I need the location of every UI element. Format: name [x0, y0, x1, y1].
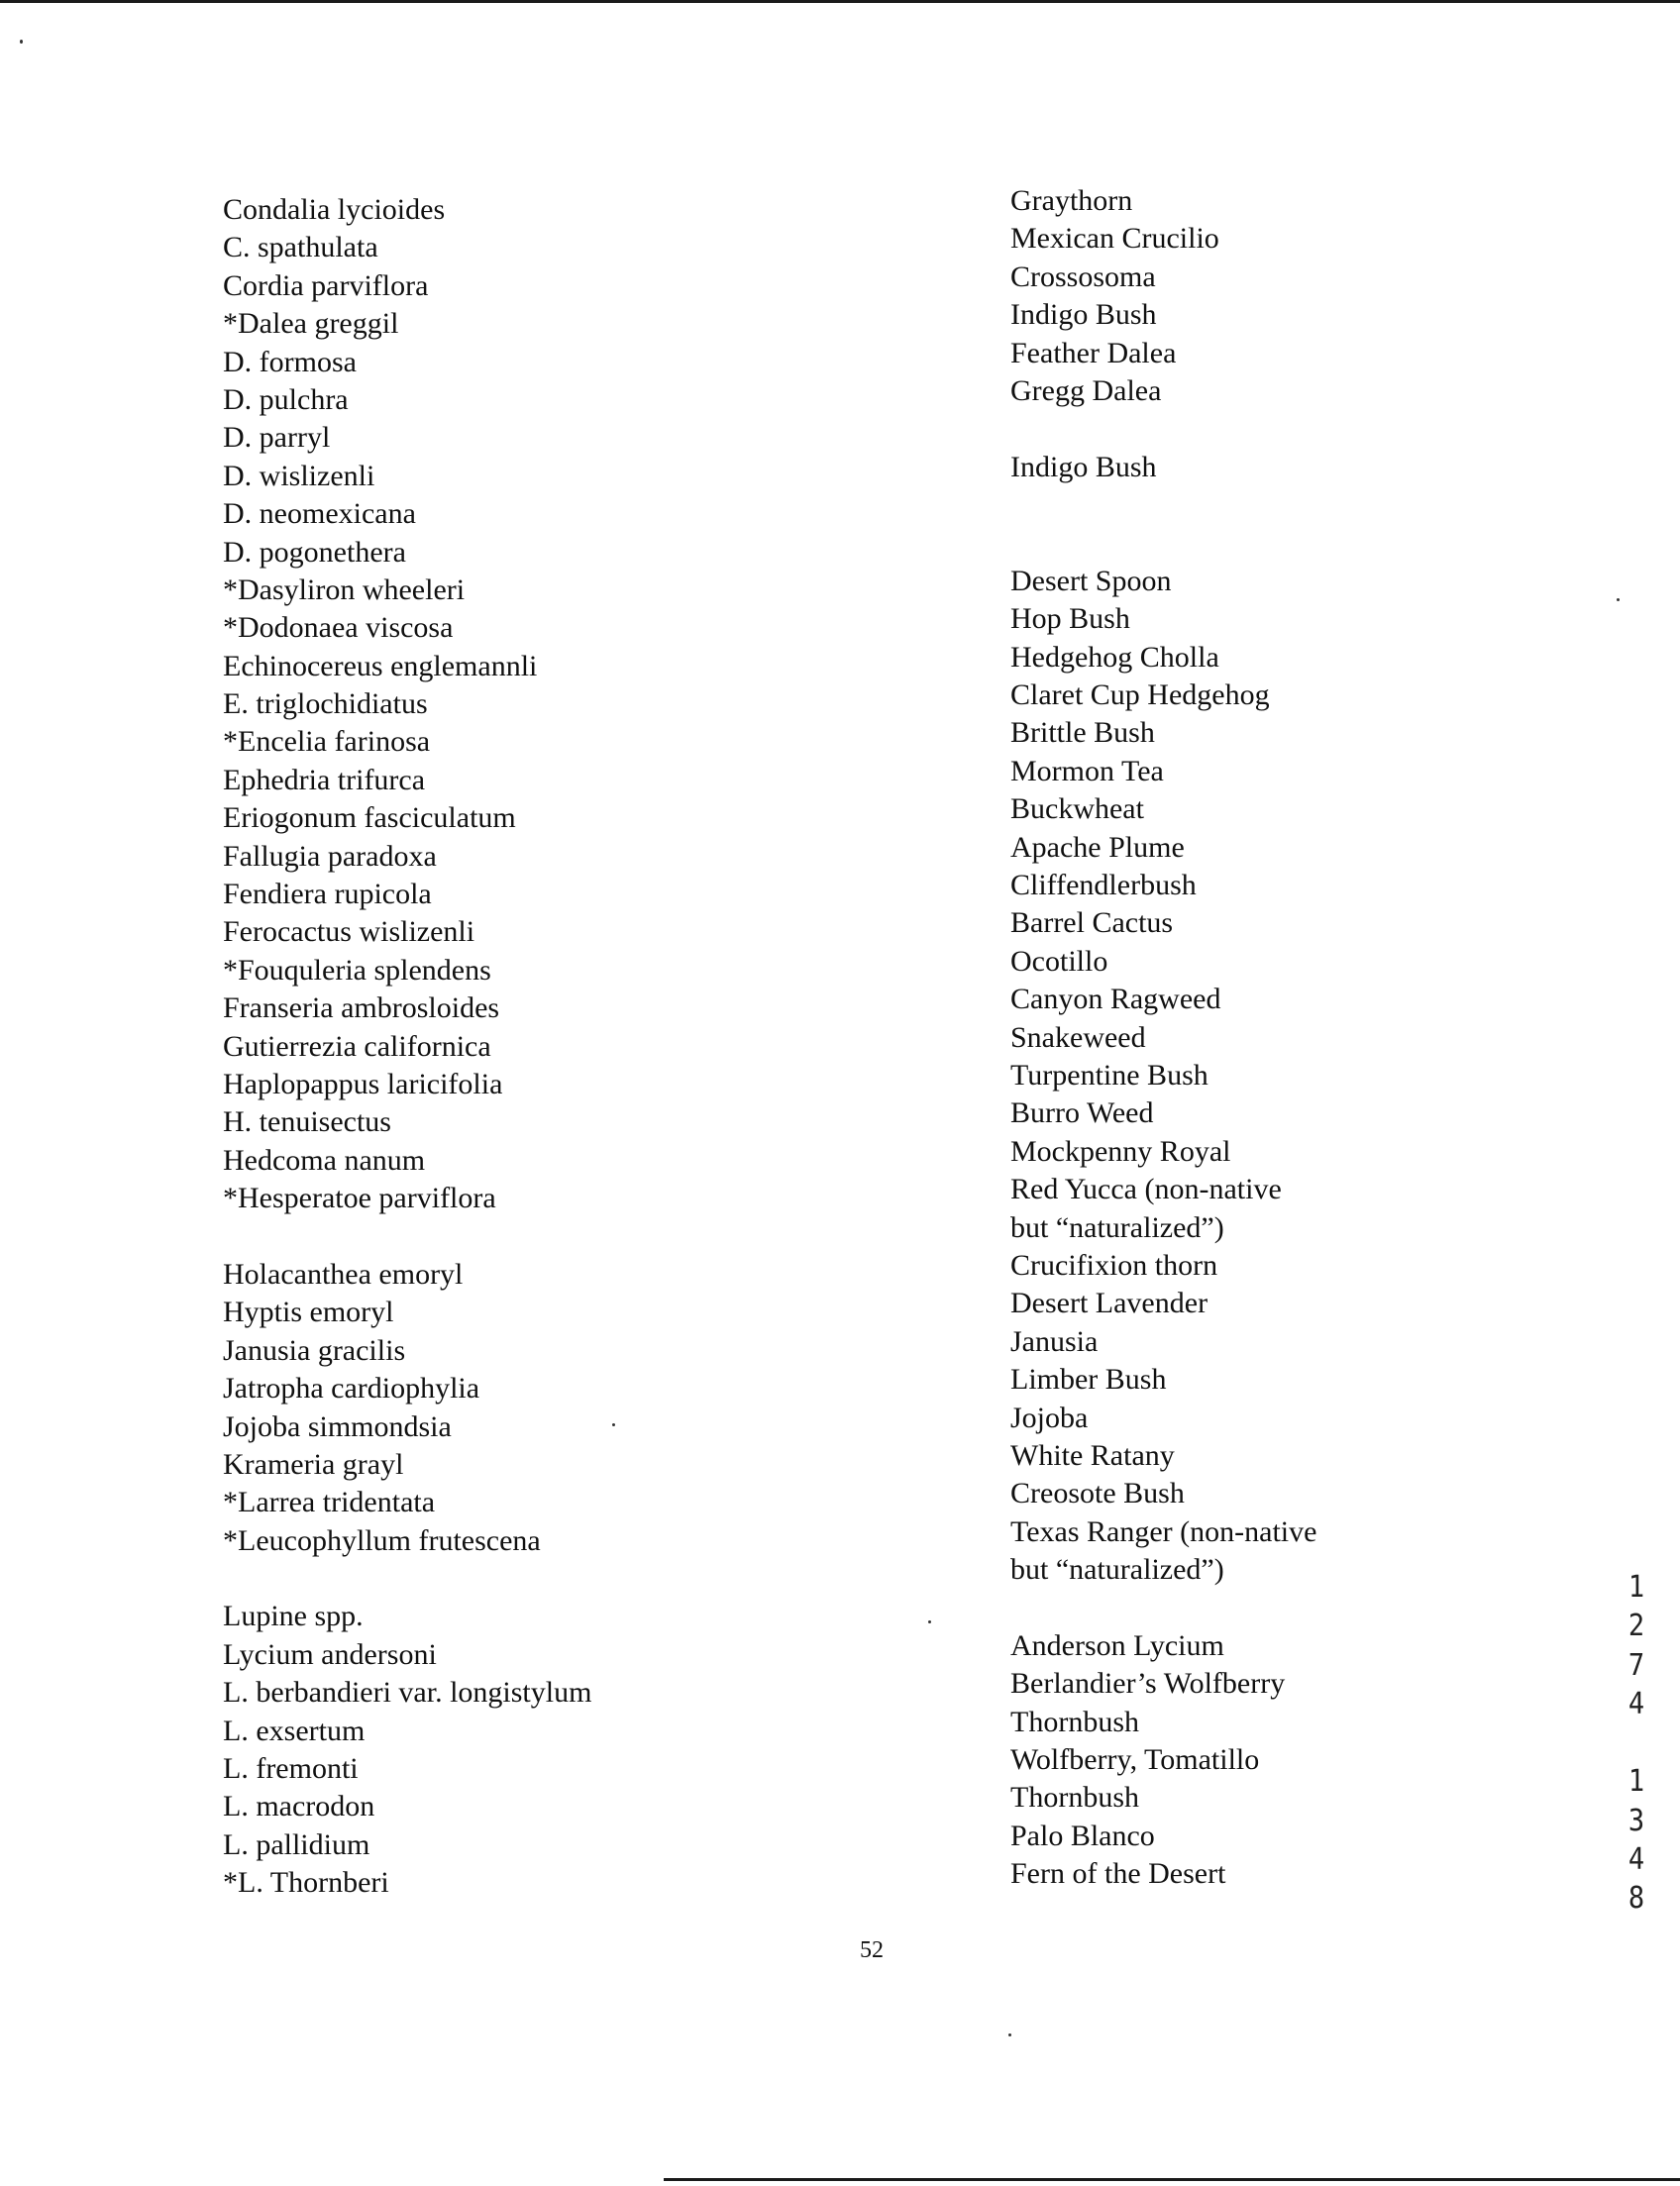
common-name: Crucifixion thorn — [1010, 1248, 1218, 1282]
scientific-name: Fallugia paradoxa — [223, 839, 437, 873]
scientific-name: Krameria grayl — [223, 1447, 404, 1481]
scientific-name: L. berbandieri var. longistylum — [223, 1676, 592, 1710]
scientific-name: *Dalea greggil — [223, 307, 399, 341]
scientific-name: *Dasyliron wheeleri — [223, 573, 466, 606]
common-name: Buckwheat — [1010, 792, 1144, 826]
stamp-character: 2 — [1628, 1609, 1645, 1644]
scientific-name: Hedcoma nanum — [223, 1143, 426, 1177]
common-name: Jojoba — [1010, 1401, 1089, 1434]
common-name: Hedgehog Cholla — [1010, 640, 1219, 674]
blank-line — [1010, 1589, 1316, 1626]
scientific-name: *Larrea tridentata — [223, 1486, 436, 1519]
scientific-name: Holacanthea emoryl — [223, 1257, 464, 1291]
common-name: Hop Bush — [1010, 602, 1130, 636]
common-name: Thornbush — [1010, 1781, 1139, 1815]
scientific-name: *Dodonaea viscosa — [223, 611, 454, 645]
blank-line — [223, 1560, 591, 1598]
stamp-character: 4 — [1628, 1841, 1645, 1877]
scientific-name: Jatropha cardiophylia — [223, 1372, 480, 1405]
common-name: Graythorn — [1010, 184, 1133, 217]
common-name: Wolfberry, Tomatillo — [1010, 1743, 1260, 1777]
common-name: Thornbush — [1010, 1705, 1139, 1738]
page-number: 52 — [860, 1937, 884, 1963]
common-name: Ocotillo — [1010, 944, 1108, 978]
scientific-name: D. wislizenli — [223, 459, 375, 492]
common-name: Indigo Bush — [1010, 450, 1157, 483]
scientific-name: Condalia lycioides — [223, 193, 446, 226]
stamp-character: 8 — [1628, 1881, 1645, 1916]
scientific-name: L. exsertum — [223, 1714, 366, 1747]
common-name: Claret Cup Hedgehog — [1010, 678, 1270, 712]
common-name: Desert Spoon — [1010, 564, 1172, 597]
common-name: Mormon Tea — [1010, 754, 1164, 787]
common-name: Palo Blanco — [1010, 1819, 1155, 1852]
scientific-name: E. triglochidiatus — [223, 687, 428, 721]
scientific-name: Lupine spp. — [223, 1600, 364, 1633]
scientific-name: Franseria ambrosloides — [223, 991, 500, 1025]
scientific-name: Ferocactus wislizenli — [223, 915, 475, 949]
scientific-name: Janusia gracilis — [223, 1333, 406, 1367]
common-name: Turpentine Bush — [1010, 1058, 1208, 1092]
common-names-column — [1010, 182, 1316, 1894]
scientific-name: Hyptis emoryl — [223, 1296, 394, 1329]
scientific-name: L. fremonti — [223, 1752, 359, 1786]
blank-line — [1010, 486, 1316, 524]
common-name: Crossosoma — [1010, 260, 1156, 293]
scan-speck — [928, 1620, 931, 1623]
common-name: Snakeweed — [1010, 1020, 1146, 1054]
stamp-character: 4 — [1628, 1686, 1645, 1721]
scientific-name: Cordia parviflora — [223, 268, 429, 302]
common-name: but “naturalized”) — [1010, 1210, 1224, 1244]
scientific-name: *Hesperatoe parviflora — [223, 1182, 496, 1215]
common-name: but “naturalized”) — [1010, 1553, 1224, 1587]
common-name: Gregg Dalea — [1010, 373, 1162, 407]
common-name: Burro Weed — [1010, 1096, 1154, 1130]
scientific-name: D. neomexicana — [223, 497, 416, 531]
scan-top-border — [0, 0, 1680, 3]
scientific-name: Ephedria trifurca — [223, 763, 426, 796]
scientific-name: L. pallidium — [223, 1827, 370, 1861]
scientific-name: D. pulchra — [223, 382, 349, 416]
common-name: Feather Dalea — [1010, 336, 1177, 369]
scientific-name: L. macrodon — [223, 1790, 375, 1823]
scientific-name: Haplopappus laricifolia — [223, 1067, 503, 1100]
common-name: Barrel Cactus — [1010, 906, 1174, 940]
common-name: Creosote Bush — [1010, 1477, 1185, 1510]
common-name: Anderson Lycium — [1010, 1628, 1224, 1662]
scientific-name: D. parryl — [223, 421, 331, 455]
blank-line — [1010, 525, 1316, 563]
common-name: Brittle Bush — [1010, 716, 1155, 750]
common-name: Fern of the Desert — [1010, 1857, 1226, 1891]
scientific-name: *L. Thornberi — [223, 1866, 389, 1900]
scan-speck — [612, 1423, 615, 1426]
common-name: Apache Plume — [1010, 830, 1185, 864]
scientific-name: H. tenuisectus — [223, 1105, 391, 1139]
common-name: Texas Ranger (non-native — [1010, 1514, 1317, 1548]
scientific-name: Echinocereus englemannli — [223, 649, 538, 682]
common-name: Cliffendlerbush — [1010, 869, 1197, 902]
scan-speck — [1008, 2033, 1011, 2036]
stamp-character: 3 — [1628, 1803, 1645, 1838]
common-name: Berlandier’s Wolfberry — [1010, 1667, 1286, 1701]
scientific-name: Gutierrezia californica — [223, 1029, 491, 1063]
common-name: Janusia — [1010, 1324, 1099, 1358]
scientific-name: D. formosa — [223, 345, 357, 378]
common-name: Indigo Bush — [1010, 298, 1157, 332]
stamp-character: 7 — [1628, 1647, 1645, 1683]
scientific-name: Jojoba simmondsia — [223, 1409, 452, 1443]
scientific-name: Eriogonum fasciculatum — [223, 801, 516, 835]
scientific-names-column — [223, 191, 591, 1903]
common-name: Mockpenny Royal — [1010, 1134, 1231, 1168]
common-name: Mexican Crucilio — [1010, 222, 1219, 256]
scientific-name: Fendiera rupicola — [223, 878, 432, 911]
stamp-character: 1 — [1628, 1764, 1645, 1800]
scan-bottom-border — [664, 2178, 1680, 2181]
common-name: Canyon Ragweed — [1010, 983, 1221, 1016]
blank-line — [1010, 410, 1316, 448]
blank-line — [223, 1218, 591, 1256]
scan-speck — [20, 40, 23, 44]
scientific-name: Lycium andersoni — [223, 1637, 437, 1671]
stamp-character: 1 — [1628, 1570, 1645, 1605]
scientific-name: *Leucophyllum frutescena — [223, 1523, 541, 1557]
scientific-name: D. pogonethera — [223, 535, 406, 569]
scientific-name: C. spathulata — [223, 231, 378, 264]
scan-speck — [1617, 598, 1620, 601]
scientific-name: *Fouquleria splendens — [223, 953, 491, 987]
scientific-name: *Encelia farinosa — [223, 725, 431, 759]
document-id-stamp — [1615, 1570, 1658, 1916]
common-name: White Ratany — [1010, 1438, 1175, 1472]
common-name: Desert Lavender — [1010, 1287, 1208, 1320]
common-name: Red Yucca (non-native — [1010, 1173, 1282, 1206]
common-name: Limber Bush — [1010, 1363, 1167, 1397]
